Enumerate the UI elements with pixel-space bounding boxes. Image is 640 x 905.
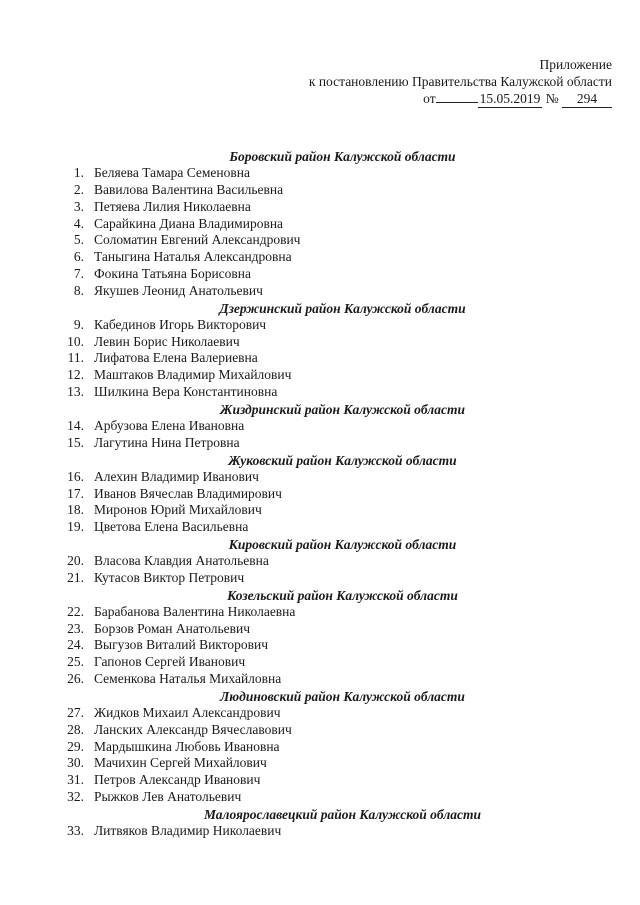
district-heading: Жуковский район Калужской области [228, 452, 457, 468]
item-number: 12. [67, 367, 84, 383]
person-name: Таныгина Наталья Александровна [94, 249, 292, 265]
list-item [60, 755, 620, 772]
item-number: 1. [73, 165, 84, 180]
item-number: 4. [73, 215, 84, 231]
list-item [60, 654, 620, 671]
list-item [60, 671, 620, 688]
item-number: 30. [67, 755, 84, 771]
person-name: Ланских Александр Вячеславович [94, 721, 292, 737]
list-item [60, 621, 620, 638]
item-number: 20. [67, 553, 84, 569]
district-heading: Дзержинский район Калужской области [219, 300, 466, 316]
person-name: Мардышкина Любовь Ивановна [94, 738, 280, 754]
list-item [60, 165, 620, 182]
district-heading: Кировский район Калужской области [228, 537, 457, 553]
list-item [60, 722, 620, 739]
item-number: 23. [67, 620, 84, 636]
list-item [60, 182, 620, 199]
item-number: 5. [73, 232, 84, 248]
item-number: 24. [67, 637, 84, 653]
person-name: Арбузова Елена Ивановна [94, 417, 245, 433]
item-number: 26. [67, 671, 84, 687]
district-heading: Малоярославецкий район Калужской области [203, 807, 482, 822]
person-list [60, 148, 620, 840]
list-item [60, 772, 620, 789]
document-date: 15.05.2019 [479, 91, 541, 106]
person-name: Лагутина Нина Петровна [94, 434, 240, 450]
appendix-date-line [309, 90, 612, 108]
appendix-header [309, 56, 612, 108]
list-item [60, 570, 620, 587]
person-name: Жидков Михаил Александрович [94, 704, 281, 720]
item-number: 2. [73, 181, 84, 197]
person-name: Барабанова Валентина Николаевна [94, 603, 296, 619]
item-number: 6. [73, 249, 84, 265]
item-number: 9. [73, 316, 84, 332]
item-number: 33. [67, 823, 84, 838]
list-item [60, 486, 620, 503]
person-name: Якушев Леонид Анатольевич [94, 282, 263, 298]
list-item [60, 216, 620, 233]
person-name: Цветова Елена Васильевна [94, 519, 249, 535]
list-item [60, 435, 620, 452]
person-name: Лифатова Елена Валериевна [94, 350, 258, 366]
list-item [60, 502, 620, 519]
item-number: 32. [67, 789, 84, 805]
person-name: Соломатин Евгений Александрович [94, 232, 301, 248]
person-name: Кутасов Виктор Петрович [94, 569, 245, 585]
list-item [60, 637, 620, 654]
person-name: Алехин Владимир Иванович [94, 468, 259, 484]
list-item [60, 249, 620, 266]
item-number: 31. [67, 772, 84, 788]
person-name: Власова Клавдия Анатольевна [94, 553, 269, 569]
person-name: Вавилова Валентина Васильевна [94, 181, 284, 197]
number-prefix: № [545, 91, 559, 106]
list-item [60, 705, 620, 722]
date-blank [436, 102, 478, 103]
person-name: Шилкина Вера Константиновна [94, 384, 278, 400]
district-heading: Козельский район Калужской области [227, 587, 458, 603]
list-item [60, 823, 620, 840]
item-number: 22. [67, 603, 84, 619]
item-number: 13. [67, 384, 84, 400]
item-number: 15. [67, 434, 84, 450]
person-name: Петров Александр Иванович [94, 772, 261, 788]
document-number: 294 [562, 90, 612, 108]
person-name: Семенкова Наталья Михайловна [94, 671, 282, 687]
item-number: 18. [67, 502, 84, 518]
item-number: 16. [67, 468, 84, 484]
person-name: Беляева Тамара Семеновна [94, 165, 250, 180]
person-name: Петяева Лилия Николаевна [94, 198, 251, 214]
person-name: Левин Борис Николаевич [94, 333, 240, 349]
item-number: 25. [67, 654, 84, 670]
item-number: 11. [67, 350, 84, 366]
person-name: Фокина Татьяна Борисовна [94, 266, 252, 282]
list-item [60, 317, 620, 334]
district-heading: Жиздринский район Калужской области [220, 401, 465, 417]
list-item [60, 367, 620, 384]
list-item [60, 266, 620, 283]
list-item [60, 350, 620, 367]
appendix-subtitle: к постановлению Правительства Калужской области [308, 74, 612, 89]
item-number: 14. [67, 417, 84, 433]
item-number: 27. [67, 704, 84, 720]
person-name: Борзов Роман Анатольевич [94, 620, 251, 636]
date-prefix: от [423, 91, 436, 106]
list-item [60, 519, 620, 536]
list-item [60, 418, 620, 435]
item-number: 21. [67, 569, 84, 585]
list-item [60, 469, 620, 486]
item-number: 7. [73, 266, 84, 282]
list-item [60, 604, 620, 621]
list-item [60, 199, 620, 216]
list-item [60, 739, 620, 756]
district-heading: Боровский район Калужской области [229, 149, 456, 164]
person-name: Мачихин Сергей Михайлович [94, 755, 267, 771]
person-name: Выгузов Виталий Викторович [94, 637, 269, 653]
item-number: 29. [67, 738, 84, 754]
item-number: 28. [67, 721, 84, 737]
person-name: Гапонов Сергей Иванович [94, 654, 246, 670]
list-item [60, 789, 620, 806]
list-item [60, 283, 620, 300]
item-number: 19. [67, 519, 84, 535]
person-name: Маштаков Владимир Михайлович [94, 367, 292, 383]
list-item [60, 384, 620, 401]
person-name: Литвяков Владимир Николаевич [94, 823, 282, 838]
list-item [60, 553, 620, 570]
item-number: 17. [67, 485, 84, 501]
item-number: 8. [73, 282, 84, 298]
list-item [60, 334, 620, 351]
appendix-title: Приложение [539, 57, 612, 72]
person-name: Рыжков Лев Анатольевич [94, 789, 242, 805]
item-number: 3. [73, 198, 84, 214]
person-name: Кабединов Игорь Викторович [94, 316, 267, 332]
person-name: Иванов Вячеслав Владимирович [94, 485, 282, 501]
district-heading: Людиновский район Калужской области [220, 688, 465, 704]
list-item [60, 232, 620, 249]
person-name: Миронов Юрий Михайлович [94, 502, 262, 518]
item-number: 10. [67, 333, 84, 349]
person-name: Сарайкина Диана Владимировна [94, 215, 284, 231]
